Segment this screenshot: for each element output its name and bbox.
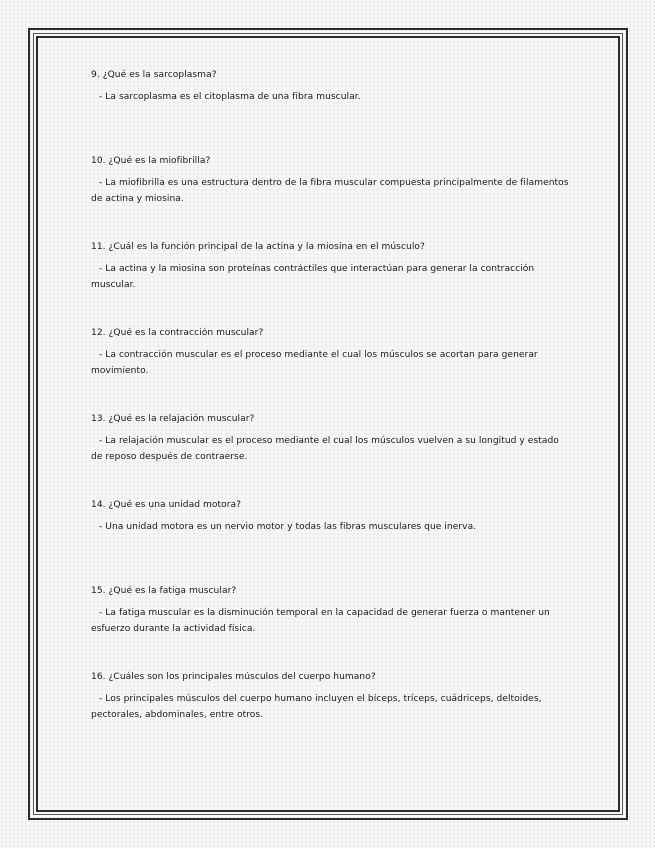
question-15: 15. ¿Qué es la fatiga muscular? <box>91 586 237 596</box>
question-13: 13. ¿Qué es la relajación muscular? <box>91 414 255 424</box>
question-12: 12. ¿Qué es la contracción muscular? <box>91 328 264 338</box>
answer-13: - La relajación muscular es el proceso mediante el cual los músculos vuelven a su longitud y estado de reposo después de contraerse. <box>91 436 559 462</box>
answer-12: - La contracción muscular es el proceso mediante el cual los músculos se acortan para generar movimiento. <box>91 350 538 376</box>
question-9: 9. ¿Qué es la sarcoplasma? <box>91 70 217 80</box>
answer-14: - Una unidad motora es un nervio motor y todas las fibras musculares que inerva. <box>99 522 477 532</box>
question-10: 10. ¿Qué es la miofibrilla? <box>91 156 211 166</box>
qa-item-13 <box>91 408 571 494</box>
qa-item-10 <box>91 150 571 236</box>
qa-item-9 <box>91 64 571 150</box>
answer-11: - La actina y la miosina son proteínas contráctiles que interactúan para generar la contracción muscular. <box>91 264 535 290</box>
answer-10: - La miofibrilla es una estructura dentro de la fibra muscular compuesta principalmente de filamentos de actina y miosina. <box>91 178 569 204</box>
qa-item-12 <box>91 322 571 408</box>
answer-16: - Los principales músculos del cuerpo humano incluyen el bíceps, tríceps, cuádriceps, deltoides, pectorales, abdominales, entre otros. <box>91 694 542 720</box>
question-16: 16. ¿Cuáles son los principales músculos del cuerpo humano? <box>91 672 376 682</box>
qa-item-14 <box>91 494 571 580</box>
qa-item-16 <box>91 666 571 752</box>
qa-item-15 <box>91 580 571 666</box>
answer-15: - La fatiga muscular es la disminución temporal en la capacidad de generar fuerza o mantener un esfuerzo durante la actividad física. <box>91 608 550 634</box>
question-14: 14. ¿Qué es una unidad motora? <box>91 500 242 510</box>
answer-9: - La sarcoplasma es el citoplasma de una fibra muscular. <box>99 92 361 102</box>
qa-item-11 <box>91 236 571 322</box>
qa-list <box>91 64 571 752</box>
question-11: 11. ¿Cuál es la función principal de la actina y la miosina en el músculo? <box>91 242 425 252</box>
